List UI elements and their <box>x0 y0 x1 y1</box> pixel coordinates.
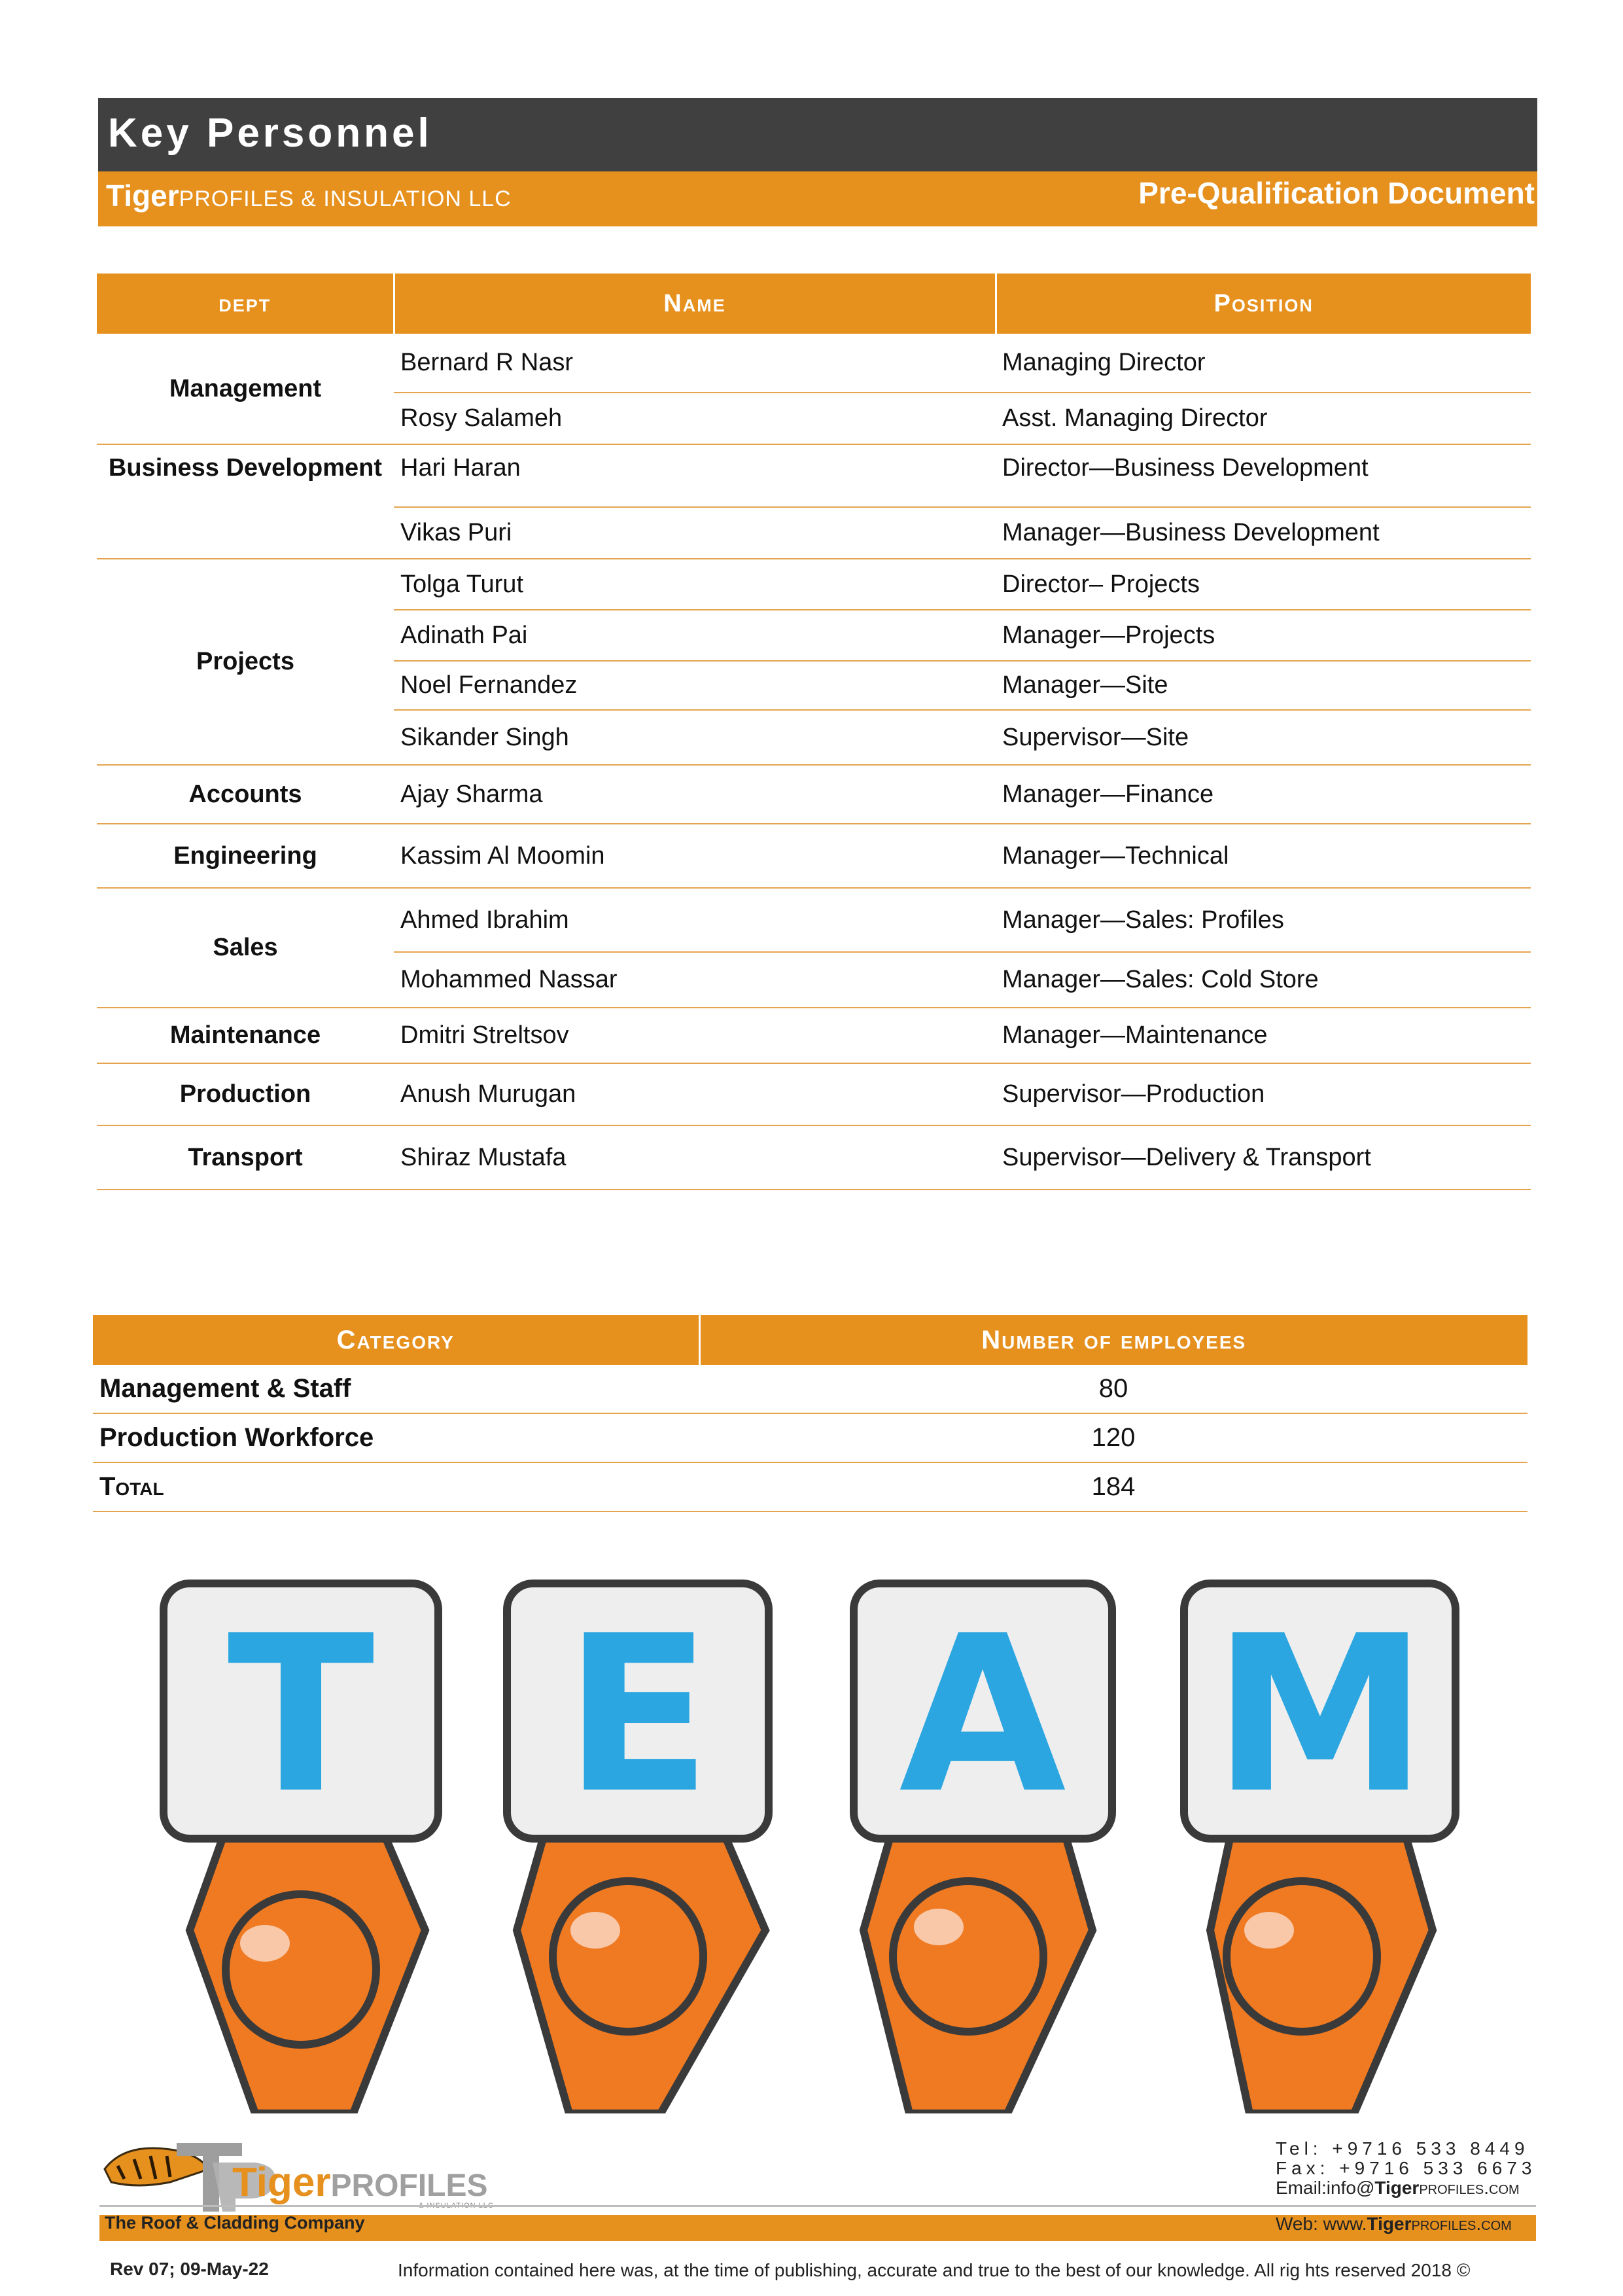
position-cell: Manager—Business Development <box>996 507 1531 559</box>
team-letter: E <box>564 1589 712 1841</box>
dept-cell: Production <box>97 1063 394 1125</box>
dept-cell: Sales <box>97 888 394 1008</box>
contact-email <box>1276 2178 1525 2199</box>
count-cell: 80 <box>699 1365 1527 1413</box>
table-row <box>97 765 1531 824</box>
table-header-row <box>97 274 1531 334</box>
name-cell: Sikander Singh <box>394 710 996 765</box>
position-cell: Manager—Sales: Cold Store <box>996 952 1531 1008</box>
team-letter: A <box>899 1589 1066 1841</box>
logo-text-bold: Tiger <box>232 2160 331 2205</box>
category-cell: Total <box>93 1462 699 1511</box>
name-cell: Vikas Puri <box>394 507 996 559</box>
team-letter: T <box>227 1589 375 1841</box>
table-row <box>97 444 1531 507</box>
table-row <box>97 888 1531 952</box>
dept-cell: Management <box>97 334 394 444</box>
name-cell: Rosy Salameh <box>394 393 996 444</box>
employee-count-table <box>93 1315 1527 1512</box>
contact-fax: Fax: +9716 533 6673 <box>1276 2158 1537 2178</box>
company-tagline: The Roof & Cladding Company <box>105 2213 365 2233</box>
disclaimer: Information contained here was, at the time of publishing, accurate and true to the best of our knowledge. All rig hts reserved 2018 © <box>398 2260 1471 2280</box>
team-letter: M <box>1212 1589 1428 1841</box>
email-prefix: Email:info@ <box>1276 2178 1375 2198</box>
company-name-rest: PROFILES & INSULATION LLC <box>179 186 512 211</box>
dept-cell: Maintenance <box>97 1008 394 1063</box>
position-cell: Manager—Sales: Profiles <box>996 888 1531 952</box>
name-cell: Dmitri Streltsov <box>394 1008 996 1063</box>
team-figure-m <box>1184 1583 1456 2113</box>
dept-cell: Accounts <box>97 765 394 824</box>
email-bold: Tiger <box>1374 2178 1420 2198</box>
category-cell: Production Workforce <box>93 1413 699 1462</box>
web-suffix: profiles.com <box>1411 2214 1512 2234</box>
table-row <box>97 1008 1531 1063</box>
position-cell: Managing Director <box>996 334 1531 393</box>
name-cell: Ajay Sharma <box>394 765 996 824</box>
column-header-name: Name <box>394 274 996 334</box>
revision-info: Rev 07; 09-May-22 <box>110 2259 269 2279</box>
dept-cell: Transport <box>97 1125 394 1190</box>
table-row <box>93 1462 1527 1511</box>
footer-divider <box>99 2205 1536 2207</box>
position-cell: Asst. Managing Director <box>996 393 1531 444</box>
name-cell: Mohammed Nassar <box>394 952 996 1008</box>
category-cell: Management & Staff <box>93 1365 699 1413</box>
table-row <box>97 334 1531 393</box>
position-cell: Supervisor—Delivery & Transport <box>996 1125 1531 1190</box>
table-row <box>97 1063 1531 1125</box>
company-name <box>106 178 512 213</box>
web-bold: Tiger <box>1367 2214 1412 2234</box>
logo-text-rest: PROFILES <box>330 2168 488 2203</box>
table-row <box>93 1365 1527 1413</box>
position-cell: Manager—Maintenance <box>996 1008 1531 1063</box>
position-cell: Supervisor—Site <box>996 710 1531 765</box>
column-header-dept: dept <box>97 274 394 334</box>
table-row <box>97 1125 1531 1190</box>
name-cell: Adinath Pai <box>394 610 996 661</box>
column-header-category: Category <box>93 1315 699 1365</box>
name-cell: Noel Fernandez <box>394 661 996 710</box>
name-cell: Kassim Al Moomin <box>394 824 996 888</box>
count-cell: 120 <box>699 1413 1527 1462</box>
dept-cell: Projects <box>97 559 394 765</box>
position-cell: Director—Business Development <box>996 444 1531 507</box>
web-prefix: Web: www. <box>1276 2214 1367 2234</box>
position-cell: Manager—Projects <box>996 610 1531 661</box>
email-suffix: profiles.com <box>1419 2178 1520 2198</box>
contact-phone: Tel: +9716 533 8449 <box>1276 2138 1529 2159</box>
position-cell: Supervisor—Production <box>996 1063 1531 1125</box>
company-name-bold: Tiger <box>106 179 179 213</box>
column-header-position: Position <box>996 274 1531 334</box>
count-cell: 184 <box>699 1462 1527 1511</box>
table-row <box>97 824 1531 888</box>
table-row <box>93 1413 1527 1462</box>
name-cell: Hari Haran <box>394 444 996 507</box>
key-personnel-table <box>97 274 1531 1190</box>
team-illustration <box>137 1564 1485 2113</box>
table-header-row <box>93 1315 1527 1365</box>
name-cell: Bernard R Nasr <box>394 334 996 393</box>
column-header-employee-count: Number of employees <box>699 1315 1527 1365</box>
dept-cell: Business Development <box>97 444 394 559</box>
document-type: Pre-Qualification Document <box>1138 176 1535 210</box>
position-cell: Manager—Finance <box>996 765 1531 824</box>
position-cell: Manager—Technical <box>996 824 1531 888</box>
name-cell: Shiraz Mustafa <box>394 1125 996 1190</box>
name-cell: Tolga Turut <box>394 559 996 610</box>
contact-website <box>1276 2214 1525 2234</box>
team-figure-a <box>854 1583 1112 2113</box>
team-figure-e <box>507 1583 769 2113</box>
name-cell: Anush Murugan <box>394 1063 996 1125</box>
footer-logo-text <box>232 2159 488 2206</box>
position-cell: Manager—Site <box>996 661 1531 710</box>
page-title: Key Personnel <box>108 111 432 156</box>
position-cell: Director– Projects <box>996 559 1531 610</box>
dept-cell: Engineering <box>97 824 394 888</box>
name-cell: Ahmed Ibrahim <box>394 888 996 952</box>
table-row <box>97 559 1531 610</box>
team-figure-t <box>164 1583 438 2113</box>
